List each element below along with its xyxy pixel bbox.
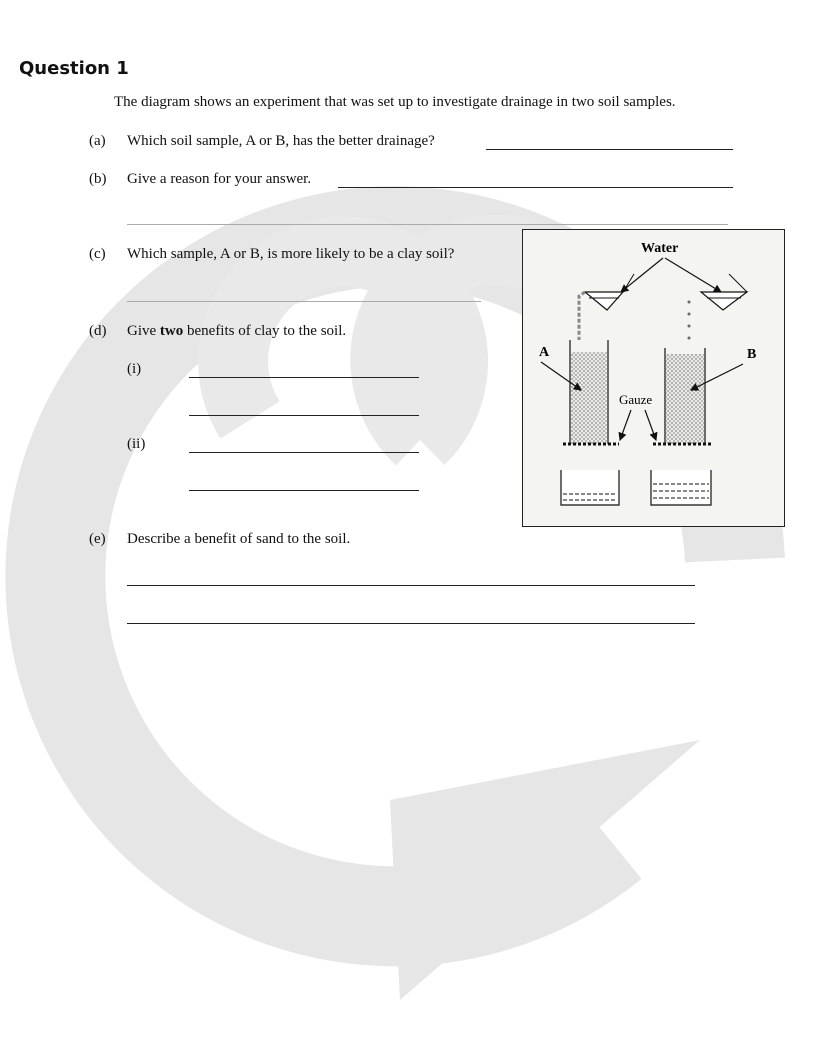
soil-column-a <box>570 340 608 444</box>
answer-line-d-i-1[interactable] <box>189 377 419 378</box>
part-b-text: Give a reason for your answer. <box>127 171 312 187</box>
part-d-label: (d) <box>89 323 107 339</box>
soil-column-b <box>665 348 705 444</box>
answer-line-b1[interactable] <box>338 187 733 188</box>
label-a: A <box>539 345 550 360</box>
question-title: Question 1 <box>19 58 129 79</box>
part-c-label: (c) <box>89 246 106 262</box>
collecting-beaker-a <box>561 470 619 505</box>
answer-line-b2[interactable] <box>127 224 728 225</box>
left-pouring-beaker-icon <box>579 274 634 340</box>
answer-line-d-ii-1[interactable] <box>189 452 419 453</box>
part-a-label: (a) <box>89 133 106 149</box>
right-pouring-beaker-icon <box>688 274 748 340</box>
answer-line-d-i-2[interactable] <box>189 415 419 416</box>
answer-line-d-ii-2[interactable] <box>189 490 419 491</box>
part-b-label: (b) <box>89 171 107 187</box>
intro-text: The diagram shows an experiment that was set up to investigate drainage in two soil samples. <box>114 94 676 110</box>
part-d-sub-i-label: (i) <box>127 361 142 377</box>
answer-line-c[interactable] <box>127 301 481 302</box>
label-b: B <box>747 347 757 362</box>
answer-line-e1[interactable] <box>127 585 695 586</box>
part-e-label: (e) <box>89 531 106 547</box>
answer-line-a[interactable] <box>486 149 733 150</box>
answer-line-e2[interactable] <box>127 623 695 624</box>
part-e-text: Describe a benefit of sand to the soil. <box>127 531 351 547</box>
collecting-beaker-b <box>651 470 711 505</box>
part-d-text: Give two benefits of clay to the soil. <box>127 323 347 339</box>
part-c-text: Which sample, A or B, is more likely to be a clay soil? <box>127 246 455 262</box>
drainage-diagram <box>522 229 785 527</box>
part-a-text: Which soil sample, A or B, has the better drainage? <box>127 133 435 149</box>
water-label: Water <box>641 241 679 256</box>
gauze-label: Gauze <box>619 392 653 407</box>
part-d-sub-ii-label: (ii) <box>127 436 146 452</box>
